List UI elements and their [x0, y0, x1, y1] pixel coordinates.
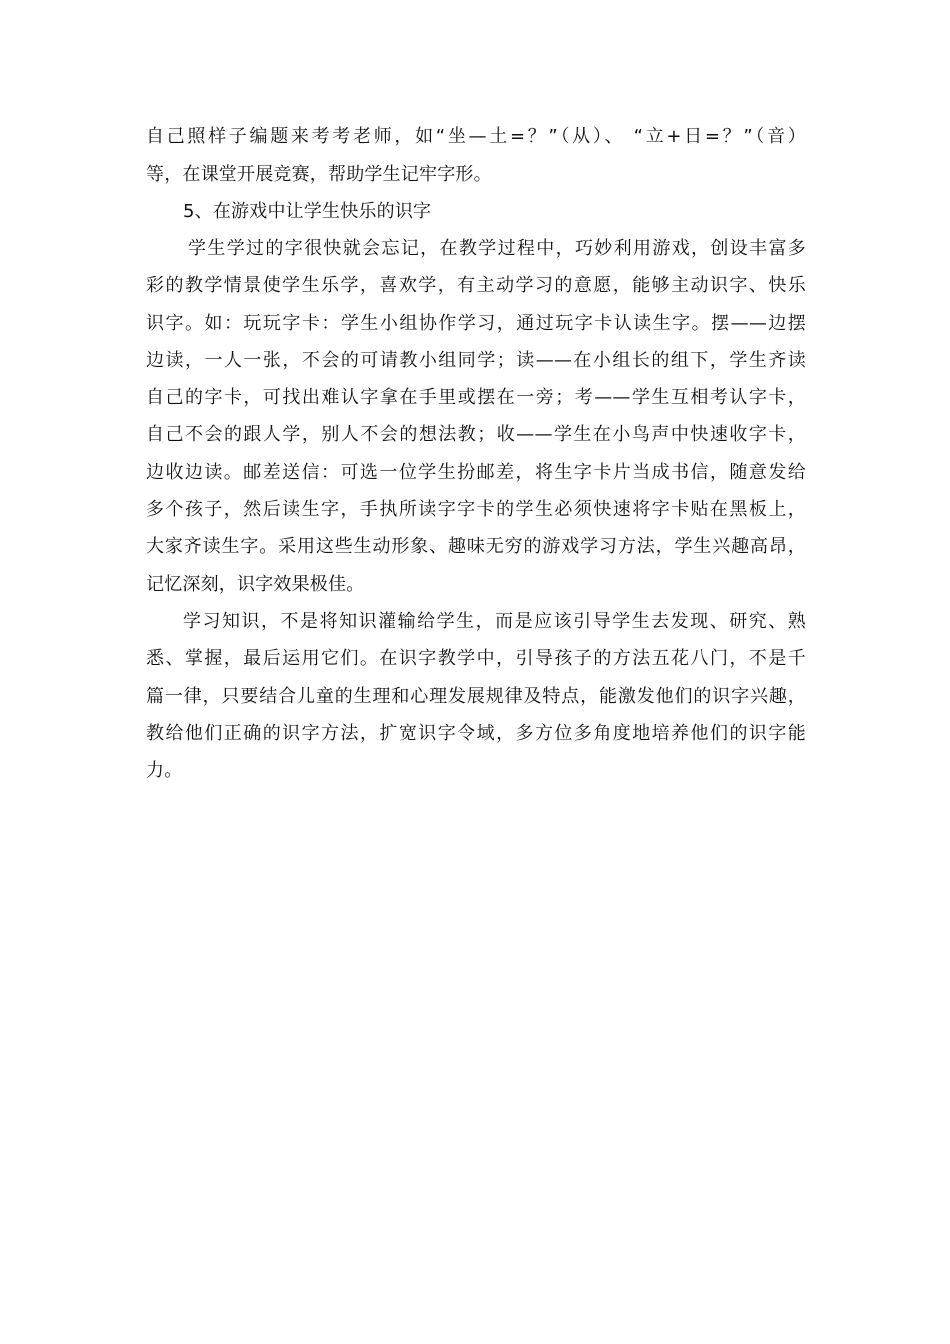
paragraph-line: 边读，一人一张，不会的可请教小组同学；读——在小组长的组下，学生齐读 [146, 350, 806, 371]
paragraph-line: 学生学过的字很快就会忘记，在教学过程中，巧妙利用游戏，创设丰富多 [188, 238, 806, 259]
paragraph-line: 篇一律，只要结合儿童的生理和心理发展规律及特点，能激发他们的识字兴趣， [146, 686, 806, 707]
paragraph-line: 彩的教学情景使学生乐学，喜欢学，有主动学习的意愿，能够主动识字、快乐 [146, 275, 806, 296]
section-heading: 5、在游戏中让学生快乐的识字 [183, 201, 432, 222]
paragraph-line: 等，在课堂开展竞赛，帮助学生记牢字形。 [146, 164, 492, 185]
paragraph-line: 大家齐读生字。采用这些生动形象、趣味无穷的游戏学习方法，学生兴趣高昂， [146, 536, 806, 557]
paragraph-line: 自己照样子编题来考考老师，如“坐—土=？”（从）、 “立+日=？”（音） [146, 126, 806, 147]
paragraph-line: 力。 [146, 760, 183, 781]
paragraph-line: 多个孩子，然后读生字，手执所读字字卡的学生必须快速将字卡贴在黑板上， [146, 499, 806, 520]
paragraph-line: 教给他们正确的识字方法，扩宽识字令域，多方位多角度地培养他们的识字能 [146, 723, 806, 744]
paragraph-line: 记忆深刻，识字效果极佳。 [146, 574, 365, 595]
paragraph-line: 悉、掌握，最后运用它们。在识字教学中，引导孩子的方法五花八门，不是千 [146, 648, 806, 669]
paragraph-line: 自己的字卡，可找出难认字拿在手里或摆在一旁；考——学生互相考认字卡， [146, 387, 806, 408]
paragraph-line: 自己不会的跟人学，别人不会的想法教；收——学生在小鸟声中快速收字卡， [146, 424, 806, 445]
paragraph-line: 边收边读。邮差送信：可选一位学生扮邮差，将生字卡片当成书信，随意发给 [146, 462, 806, 483]
paragraph-line: 学习知识，不是将知识灌输给学生，而是应该引导学生去发现、研究、熟 [183, 611, 806, 632]
paragraph-line: 识字。如：玩玩字卡：学生小组协作学习，通过玩字卡认读生字。摆——边摆 [146, 313, 806, 334]
